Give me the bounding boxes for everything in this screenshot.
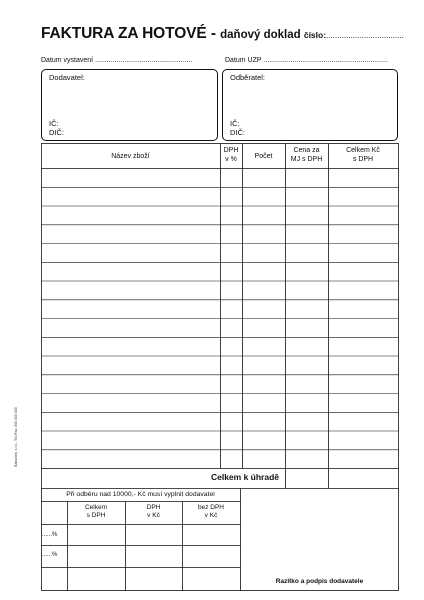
supplier-label: Dodavatel:: [49, 73, 85, 82]
col-header-name: Název zboží: [111, 153, 150, 160]
customer-label: Odběratel:: [230, 73, 266, 82]
vat-col-net: bez DPH v Kč: [197, 504, 224, 519]
supplier-ic-label: IČ:: [49, 119, 59, 128]
issue-date-field[interactable]: ..................................................: [95, 57, 193, 64]
col-header-vat-rate: DPH v %: [223, 147, 239, 163]
total-label: Celkem k úhradě: [210, 472, 279, 482]
vat-note: Při odběru nad 10000,- Kč musí vyplnit dodavatel: [66, 491, 215, 498]
publisher-note: Baloušek, s.r.o., Tel./Fax: 000 000 000: [14, 407, 18, 467]
col-header-unit-price: Cena za MJ s DPH: [290, 147, 323, 163]
stamp-area[interactable]: [241, 489, 398, 590]
title-sub: daňový doklad: [220, 29, 304, 41]
customer-dic-label: DIČ:: [230, 128, 245, 137]
number-field[interactable]: ...................................: [326, 31, 404, 40]
number-label: číslo:: [303, 30, 327, 40]
uzp-date-label: Datum UZP: [225, 57, 264, 64]
col-header-total: Celkem Kč s DPH: [346, 147, 380, 163]
vat-col-total: Celkem s DPH: [84, 504, 108, 519]
total-amount-field[interactable]: [286, 469, 398, 488]
issue-date-label: Datum vystavení: [41, 57, 96, 64]
customer-ic-label: IČ:: [230, 119, 240, 128]
vat-rate-1[interactable]: ......%: [42, 532, 58, 538]
col-header-quantity: Počet: [254, 153, 273, 160]
vat-rate-2[interactable]: ......%: [42, 552, 58, 558]
vat-col-vat: DPH v Kč: [146, 504, 161, 519]
uzp-date-field[interactable]: ................................................................: [263, 57, 388, 64]
title-main: FAKTURA ZA HOTOVÉ -: [41, 25, 221, 42]
stamp-label: Razítko a podpis dodavatele: [275, 578, 364, 585]
supplier-dic-label: DIČ:: [49, 128, 64, 137]
item-rows: [42, 187, 399, 450]
